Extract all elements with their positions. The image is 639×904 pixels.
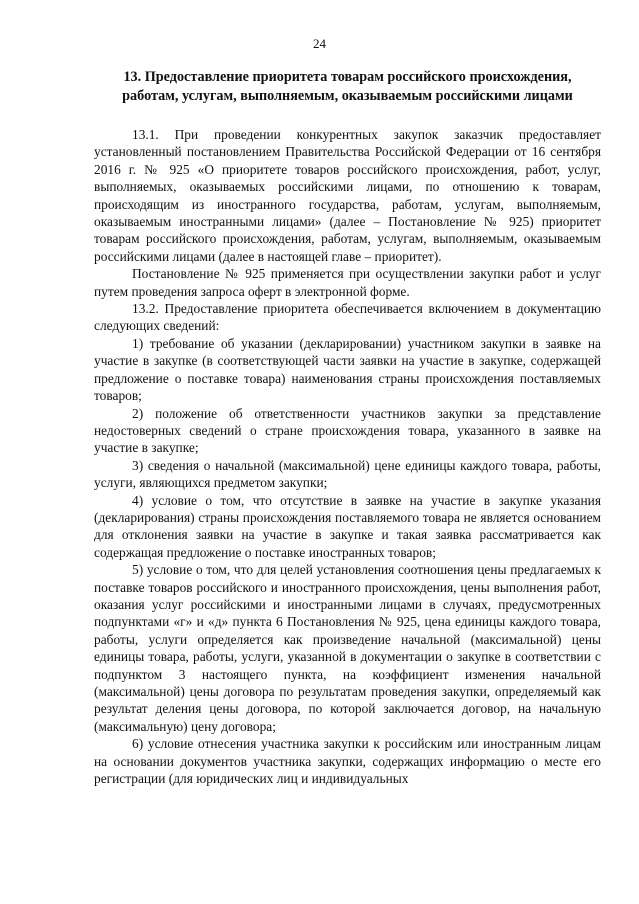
section-title: 13. Предоставление приоритета товарам российского происхождения, работам, услугам, выполняемым, оказываемым российскими лицами — [122, 69, 573, 104]
paragraph-13-1: 13.1. При проведении конкурентных закупок заказчик предоставляет установленный постановлением Правительства Российской Федерации от 16 сентября 2016 г. № 925 «О приоритете товаров российского происхождения, работ, услуг, выполняемых, оказываемых российскими лицами, по отношению к товарам, происходящим из иностранного государства, работам, услугам, выполняемым, оказываемым иностранными лицами» (далее – Постановление № 925) приоритет товарам российского происхождения, работам, услугам, выполняемым, оказываемым российскими лицами (далее в настоящей главе – приоритет). — [94, 127, 601, 264]
list-item-2: 2) положение об ответственности участников закупки за представление недостоверных сведений о стране происхождения товара, указанного в заявке на участие в закупке; — [94, 405, 601, 456]
paragraph-13-2: 13.2. Предоставление приоритета обеспечивается включением в документацию следующих сведений: — [94, 301, 601, 334]
list-item-4: 4) условие о том, что отсутствие в заявке на участие в закупке указания (декларирования) страны происхождения поставляемого товара не является основанием для отклонения заявки на участие в закупке и такая заявка рассматривается как содержащая предложение о поставке иностранных товаров; — [94, 492, 601, 560]
page-number: 24 — [313, 36, 326, 51]
list-item-6: 6) условие отнесения участника закупки к российским или иностранным лицам на основании документов участника закупки, содержащих информацию о месте его регистрации (для юридических лиц и индивидуальных — [94, 736, 601, 787]
list-item-5: 5) условие о том, что для целей установления соотношения цены предлагаемых к поставке товаров российского и иностранного происхождения, цены выполнения работ, оказания услуг российскими и иностранными лицами в случаях, предусмотренных подпунктами «г» и «д» пункта 6 Постановления № 925, цена единицы каждого товара, работы, услуги определяется как произведение начальной (максимальной) цены единицы товара, работы, услуги, указанной в документации о закупке в соответствии с подпунктом 3 настоящего пункта, на коэффициент изменения начальной (максимальной) цены договора по результатам проведения закупки, определяемый как результат деления цены договора, по которой заключается договор, на начальную (максимальную) цену договора; — [94, 562, 601, 734]
list-item-1: 1) требование об указании (декларировании) участником закупки в заявке на участие в закупке (в соответствующей части заявки на участие в закупке, содержащей предложение о поставке товара) наименования страны происхождения поставляемых товаров; — [94, 335, 601, 404]
paragraph-925-scope: Постановление № 925 применяется при осуществлении закупки работ и услуг путем проведения запроса оферт в электронной форме. — [94, 266, 601, 299]
section-body — [94, 126, 601, 787]
list-item-3: 3) сведения о начальной (максимальной) цене единицы каждого товара, работы, услуги, являющихся предметом закупки; — [94, 457, 601, 491]
